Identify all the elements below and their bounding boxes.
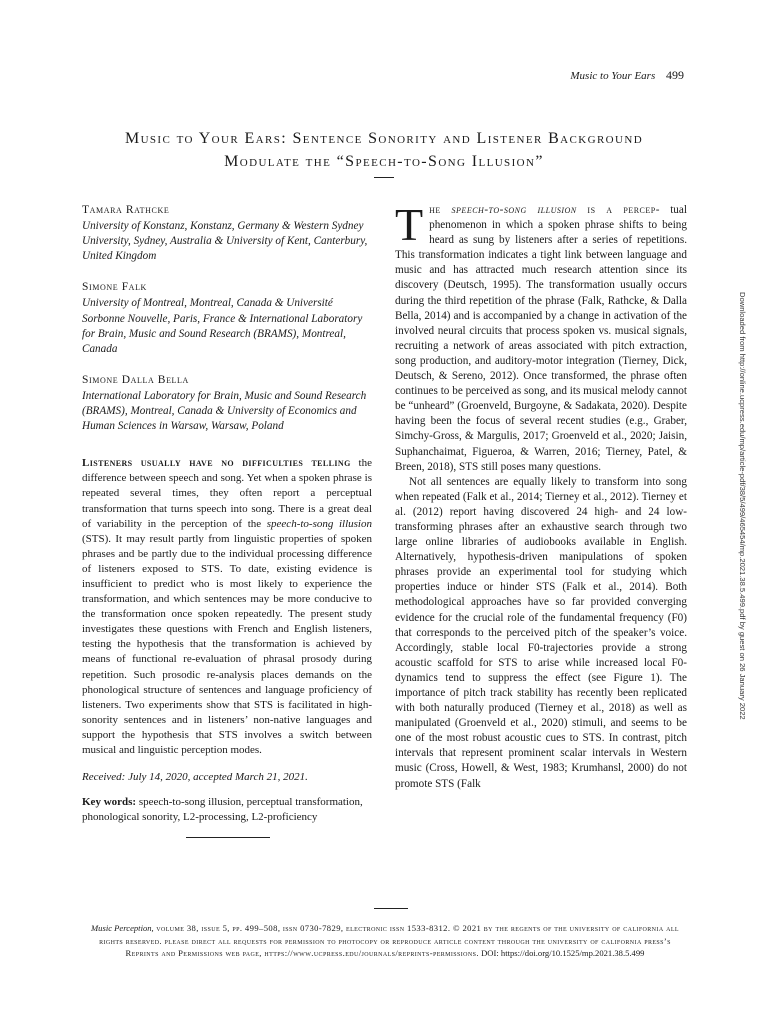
footer-rule — [374, 908, 408, 909]
download-notice — [736, 292, 750, 1004]
author-block — [82, 373, 372, 434]
body-text-1: tual phenomenon in which a spoken phrase shifts to being heard as sung by listeners after a series of repetitions. This transformation indicates a tight link between language and music and has attracted much research attention since its discovery (Deutsch, 1995). The transformation usually occurs during the third repetition of the phrase (Falk, Rathcke, & Dalla Bella, 2014) and is accompanied by a change in activation of the involved neural circuits that process spoken vs. musical signals, recruiting a network of areas associated with pitch extraction, song production, and auditory-motor integration (Tierney, Dick, Deutsch, & Sereno, 2012). Once transformed, the phrase often continues to be perceived as song, and its musical melody cannot be “unheard” (Groenveld, Burgoyne, & Sadakata, 2020). Despite having been the focus of several recent studies (e.g., Graber, Simchy-Gross, & Margulis, 2017; Groenveld et al., 2020; Jaisin, Suphanchaimat, Figueroa, & Warren, 2016; Tierney, Patel, & Breen, 2018), STS still poses many questions. — [395, 204, 687, 473]
author-name: Simone Dalla Bella — [82, 373, 189, 386]
footer — [82, 922, 688, 960]
keywords-text: speech-to-song illusion, perceptual transformation, phonological sonority, L2-processing, L2-proficiency — [82, 796, 363, 824]
footer-doi: DOI: https://doi.org/10.1525/mp.2021.38.5.499 — [478, 948, 645, 959]
title-line-2: Modulate the “Speech-to-Song Illusion” — [224, 153, 544, 170]
abstract-text-1: the difference between speech and song. Yet when a spoken phrase is repeated several times, they often report a perceptual transformation that turns speech into song. There is a great deal of variability in the perception of the — [82, 457, 372, 530]
title-line-1: Music to Your Ears: Sentence Sonority and Listener Background — [124, 130, 644, 147]
running-head — [570, 68, 684, 83]
left-column — [82, 203, 372, 838]
right-column — [395, 199, 687, 792]
lead-small-caps-2: is a percep- — [576, 204, 660, 216]
author-affiliation: University of Konstanz, Konstanz, Germany & Western Sydney University, Sydney, Australia & University of Kent, Canterbury, United Kingdom — [82, 220, 368, 263]
footer-journal: Music Perception, — [91, 923, 154, 933]
abstract-lead: Listeners usually have no difficulties telling — [82, 457, 351, 470]
received-date: Received: July 14, 2020, accepted March 21, 2021. — [82, 771, 308, 784]
body-paragraph-1 — [395, 199, 687, 475]
footer-meta-2: Reprints and Permissions web page, https://www.ucpress.edu/journals/reprints-permissions. — [125, 948, 479, 959]
author-name: Tamara Rathcke — [82, 204, 170, 216]
keywords-label: Key words: — [82, 796, 137, 809]
author-affiliation: International Laboratory for Brain, Music and Sound Research (BRAMS), Montreal, Canada & University of Economics and Human Sciences in Warsaw, Warsaw, Poland — [82, 389, 367, 433]
body-paragraph-2: Not all sentences are equally likely to transform into song when repeated (Falk et al., 2014; Tierney et al., 2012). Tierney et al. (2012) report having discovered 24 high- and 24 low-transforming phrases after an exhaustive search through two large online libraries of audiobooks available in English. Alternatively, hypothesis-driven manipulations of spoken phrases provide an experimental tool for studying which properties induce or hinder STS (Falk et al., 2014). Both methodological approaches have so far provided converging evidence for the crucial role of the fundamental frequency (F0) that corresponds to the perceived pitch of the speaker’s voice. Accordingly, stable local F0-trajectories provide a strong acoustic scaffold for STS to arise while increased local F0-dynamics tend to suppress the effect (see Figure 1). The importance of pitch track stability has recently been replicated with both naturally produced (Tierney et al., 2018) as well as manipulated (Groenveld et al., 2020) stimuli, and seems to be one of the most robust acoustic cues to STS. In contrast, pitch intervals that represent prominent scalar intervals in Western music (Cross, Howell, & West, 1983; Krumhansl, 2000) do not promote STS (Falk — [395, 475, 687, 790]
lead-small-caps: he — [429, 204, 452, 216]
abstract-end-rule — [186, 837, 270, 838]
author-name: Simone Falk — [82, 281, 147, 294]
running-head-title: Music to Your Ears — [570, 70, 656, 82]
title-rule — [374, 177, 394, 178]
abstract-text-2: (STS). It may result partly from linguistic properties of spoken phrases and be partly due to the individual processing difference of listeners exposed to STS. To date, existing evidence is insufficient to predict who is most likely to experience the transformation, and which sentences may be more conducive to the transformation once spoken repeatedly. The present study investigates these questions with French and English listeners, testing the hypothesis that the transformation is achieved by means of functional re-evaluation of phrasal prosody during repetition. Such prosodic re-analysis places demands on the phonological structure of sentences and language proficiency of listeners. Two experiments show that STS is facilitated in high-sonority sentences and in listeners’ non-native languages and support the hypothesis that STS involves a switch between musical and linguistic perception modes. — [82, 532, 372, 756]
page-number: 499 — [666, 68, 684, 82]
drop-cap: T — [395, 199, 424, 250]
download-notice-text: Downloaded from http://online.ucpress.edu/mp/article-pdf/38/5/499/465454/mp.2021.38.5.499.pdf by guest on 26 January 2022 — [738, 292, 747, 720]
abstract-term: speech-to-song illusion — [266, 517, 372, 530]
footer-meta-1: volume 38, issue 5, pp. 499–508, issn 0730-7829, electronic issn 1533-8312. © 2021 by the regents of the university of california all rights reserved. please direct all requests for permission to photocopy or reproduce article content through the university of california press’s — [99, 923, 679, 946]
lead-term: speech-to-song illusion — [451, 204, 577, 216]
abstract — [82, 456, 372, 758]
author-block — [82, 203, 372, 264]
keywords — [82, 795, 372, 825]
author-block — [82, 280, 372, 356]
author-affiliation: University of Montreal, Montreal, Canada & Université Sorbonne Nouvelle, Paris, France & International Laboratory for Brain, Music and Sound Research (BRAMS), Montreal, Canada — [82, 297, 363, 355]
article-title — [60, 127, 708, 173]
